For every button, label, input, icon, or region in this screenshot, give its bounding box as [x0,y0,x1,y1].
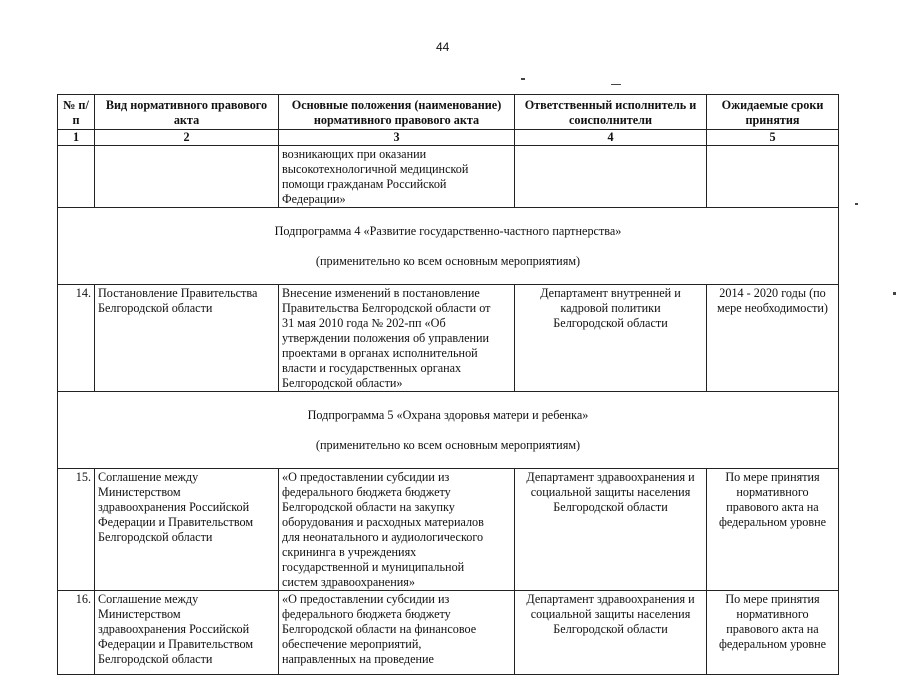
subprogram-title: Подпрограмма 4 «Развитие государственно-частного партнерства» [274,224,622,238]
subprogram-note: (применительно ко всем основным мероприятиям) [315,438,581,452]
scan-mark [611,84,621,85]
page-number: 44 [436,40,450,54]
subprogram-note: (применительно ко всем основным мероприятиям) [315,254,581,268]
header-provisions: Основные положения (наименование) нормативного правового акта [279,95,515,130]
column-number-row [58,130,839,146]
cell-number: 16. [58,591,95,675]
cell-act-type: Соглашение между Министерством здравоохранения Российской Федерации и Правительством Белгородской области [95,591,279,675]
cell-provisions: возникающих при оказании высокотехнологичной медицинской помощи гражданам Российской Федерации» [279,146,515,208]
scan-mark [893,292,896,295]
legal-acts-table [57,94,839,675]
cell-deadline: По мере принятия нормативного правового акта на федеральном уровне [707,591,839,675]
subprogram-title: Подпрограмма 5 «Охрана здоровья матери и ребенка» [307,408,589,422]
cell-number [58,146,95,208]
column-number: 1 [58,130,95,146]
subprogram-heading [58,208,839,285]
subprogram-heading [58,392,839,469]
subprogram-row [58,392,839,469]
scan-mark [855,203,858,205]
table-row [58,591,839,675]
table-row-continuation [58,146,839,208]
table-row [58,469,839,591]
scan-mark [521,78,525,80]
header-act-type: Вид нормативного правового акта [95,95,279,130]
cell-act-type: Постановление Правительства Белгородской области [95,285,279,392]
subprogram-row [58,208,839,285]
table-header-row [58,95,839,130]
cell-deadline: По мере принятия нормативного правового акта на федеральном уровне [707,469,839,591]
cell-executor: Департамент внутренней и кадровой политики Белгородской области [515,285,707,392]
header-deadline: Ожидаемые сроки принятия [707,95,839,130]
cell-executor [515,146,707,208]
cell-executor: Департамент здравоохранения и социальной защиты населения Белгородской области [515,469,707,591]
cell-deadline [707,146,839,208]
header-number: № п/п [58,95,95,130]
cell-act-type [95,146,279,208]
header-executor: Ответственный исполнитель и соисполнители [515,95,707,130]
table-row [58,285,839,392]
column-number: 4 [515,130,707,146]
cell-deadline: 2014 - 2020 годы (по мере необходимости) [707,285,839,392]
cell-number: 14. [58,285,95,392]
column-number: 3 [279,130,515,146]
cell-provisions: Внесение изменений в постановление Правительства Белгородской области от 31 мая 2010 года № 202-пп «Об утверждении положения об управлении проектами в органах исполнительной власти и государственных органах Белгородской области» [279,285,515,392]
cell-act-type: Соглашение между Министерством здравоохранения Российской Федерации и Правительством Белгородской области [95,469,279,591]
cell-number: 15. [58,469,95,591]
cell-executor: Департамент здравоохранения и социальной защиты населения Белгородской области [515,591,707,675]
cell-provisions: «О предоставлении субсидии из федерального бюджета бюджету Белгородской области на закупку оборудования и расходных материалов для неонатального и аудиологического скрининга в учреждениях государственной и муниципальной систем здравоохранения» [279,469,515,591]
cell-provisions: «О предоставлении субсидии из федерального бюджета бюджету Белгородской области на финансовое обеспечение мероприятий, направленных на проведение [279,591,515,675]
column-number: 5 [707,130,839,146]
column-number: 2 [95,130,279,146]
